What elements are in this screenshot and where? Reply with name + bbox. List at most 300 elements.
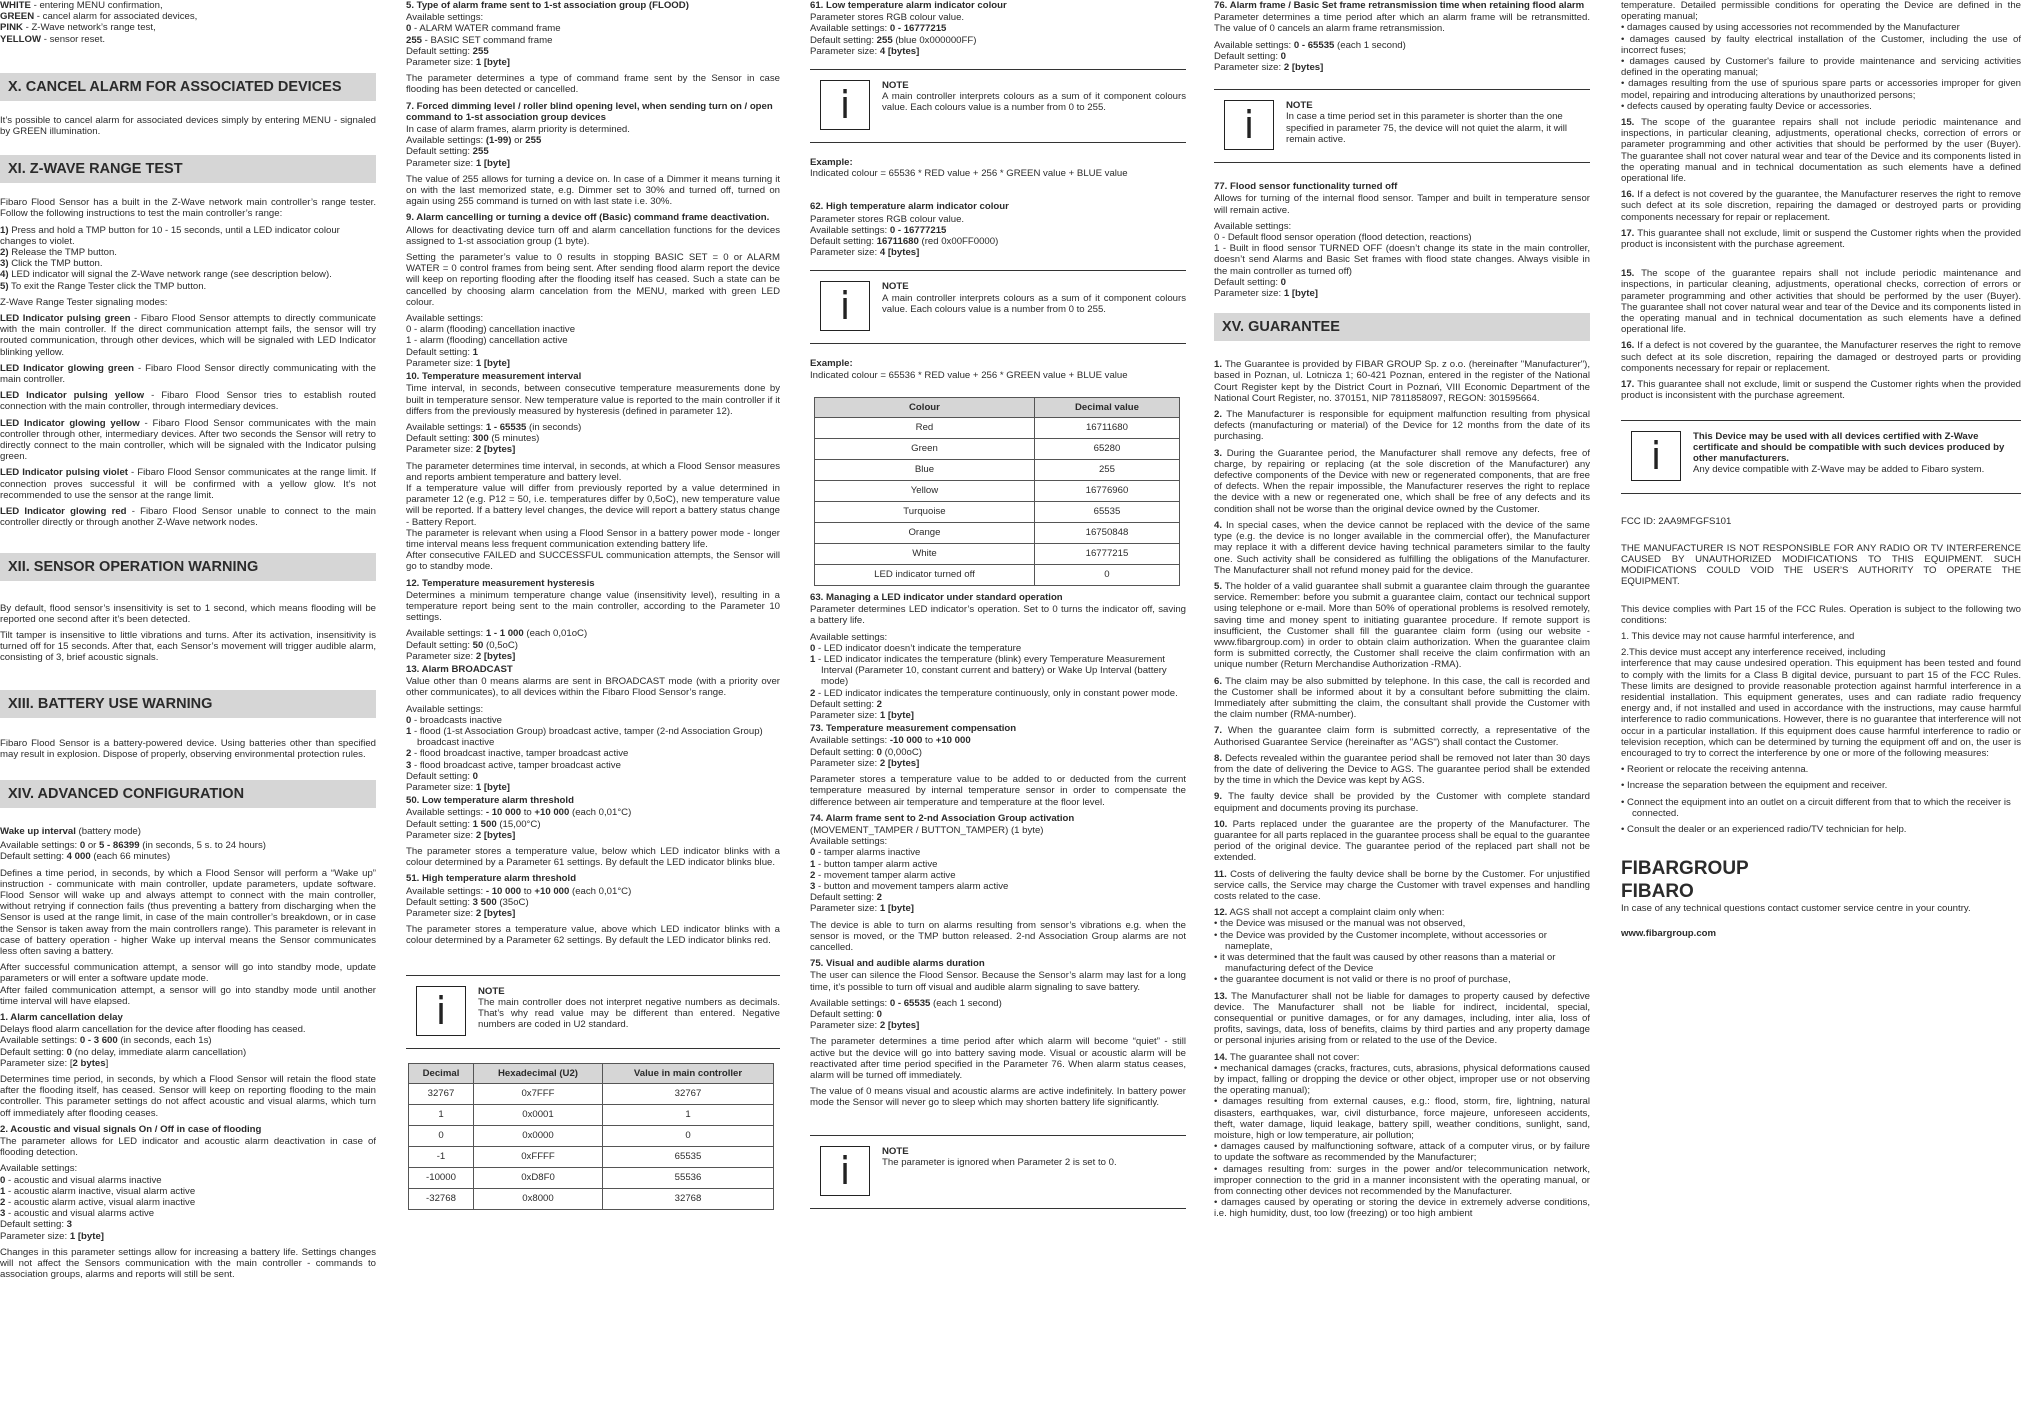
option: 1 - alarm (flooding) cancellation active	[406, 335, 568, 347]
note-box	[810, 1135, 1186, 1209]
setting-line: Available settings:	[810, 836, 888, 848]
setting-line: Parameter size: 2 [bytes]	[810, 1020, 920, 1032]
option: 1 - Built in flood sensor TURNED OFF (doesn’t change its state in the main controller, doesn’t send Alarms and Basic Set frames with flood state changes. Always visible in the main controller as turned off)	[1214, 243, 1590, 277]
paragraph: The device is able to turn on alarms resulting from sensor’s vibrations e.g. when the sensor is moved, or the TMP button released. 2-nd Association Group alarms are not cancelled.	[810, 919, 1186, 953]
fcc-condition: 1. This device may not cause harmful interference, and	[1621, 630, 1855, 642]
table-cell: 0x0001	[473, 1104, 602, 1125]
paragraph: Defines a time period, in seconds, by which a Flood Sensor will perform a “Wake up” instruction - communicate with main controller, update parameters, update software. Flood Sensor will wake up and always attempt to connect with the main controller, without retrying if connection fails (thus preventing a battery from discharging when the Sensor is used at the range limit, in case of the main controller’s breakdown, or in case the Sensor is taken away from the main controllers range). This parameter is relevant in case of battery operation - higher Wake up interval means the Sensor communicates less often saving a battery.	[0, 867, 376, 957]
setting-line: Parameter size: [2 bytes]	[0, 1057, 109, 1069]
setting-line: Available settings: 0 - 3 600 (in seconds, each 1s)	[0, 1035, 212, 1047]
setting-line: Parameter size: 1 [byte]	[0, 1230, 104, 1242]
setting-line: Default setting: 0	[810, 1008, 883, 1020]
setting-line: Available settings:	[0, 1163, 78, 1175]
note-text: Any device compatible with Z-Wave may be added to Fibaro system.	[1693, 464, 1985, 476]
wake-up-title: Wake up interval (battery mode)	[0, 825, 141, 837]
guarantee-clause: 17. This guarantee shall not exclude, limit or suspend the Customer rights when the provided product is inconsistent with the purchase agreement.	[1621, 379, 2021, 402]
setting-line: Default setting: 3 500 (35oC)	[406, 896, 529, 908]
option: 1 - button tamper alarm active	[810, 858, 938, 870]
option: 1 - acoustic alarm inactive, visual alarm active	[0, 1185, 196, 1197]
list-item: • damages resulting from external causes, e.g.: flood, storm, fire, lightning, natural disasters, earthquakes, war, civil disturbance, force majeure, unforeseen accidents, theft, water damage, liquid leakage, battery spill, weather conditions, sunlight, sand, moisture, high or low temperature, air pollution;	[1214, 1096, 1590, 1142]
table-cell: 65535	[1034, 502, 1179, 523]
note-text: A main controller interprets colours as a sum of it component colours value. Each colours value is a number from 0 to 255.	[882, 91, 1186, 114]
option: 3 - flood broadcast active, tamper broadcast active	[406, 759, 621, 771]
step: 2) Release the TMP button.	[0, 247, 117, 259]
list-item: • the Device was provided by the Customer incomplete, without accessories or nameplate,	[1214, 929, 1547, 952]
paragraph: By default, flood sensor’s insensitivity is set to 1 second, which means flooding will be reported one second after it’s been detected.	[0, 602, 376, 625]
section-heading-guarantee: XV. GUARANTEE	[1214, 313, 1590, 341]
setting-line: Available settings: -10 000 to +10 000	[810, 735, 971, 747]
table-cell: 0	[1034, 565, 1179, 586]
guarantee-clause: 11. Costs of delivering the faulty device shall be borne by the Customer. For unjustified service calls, the Service may charge the Customer with travel expenses and handling costs related to the case.	[1214, 868, 1590, 902]
note-content	[1286, 100, 1590, 145]
setting-line: Parameter size: 2 [bytes]	[406, 908, 516, 920]
setting-line: Default setting: 2	[810, 892, 883, 904]
info-icon: i	[1224, 100, 1274, 150]
table-header-row	[815, 397, 1180, 417]
list-item: • Consult the dealer or an experienced radio/TV technician for help.	[1621, 823, 1907, 835]
table-cell: 32768	[603, 1188, 774, 1209]
setting-line: Available settings: 1 - 65535 (in seconds)	[406, 421, 582, 433]
setting-line: Parameter size: 1 [byte]	[810, 903, 914, 915]
info-icon: i	[416, 986, 466, 1036]
note-text: In case a time period set in this parameter is shorter than the one specified in parameter 75, the device will not quiet the alarm, it will remain active.	[1286, 111, 1568, 145]
param-title: 1. Alarm cancellation delay	[0, 1011, 123, 1023]
setting-line: Parameter size: 1 [byte]	[810, 710, 914, 722]
list-item: • it was determined that the fault was caused by other reasons than a material or manufacturing defect of the Device	[1214, 952, 1556, 975]
note-text: The parameter is ignored when Parameter 2 is set to 0.	[882, 1156, 1117, 1168]
setting-line: Parameter size: 4 [bytes]	[810, 247, 920, 259]
column-2	[406, 0, 780, 1416]
paragraph: Parameter stores a temperature value to be added to or deducted from the current temperature measured by internal temperature sensor in order to compensate the difference between air temperature and temperature at the floor level.	[810, 774, 1186, 808]
note-text: A main controller interprets colours as a sum of it component colours value. Each colours value is a number from 0 to 255.	[882, 292, 1186, 315]
param-title: 5. Type of alarm frame sent to 1-st association group (FLOOD)	[406, 0, 689, 11]
paragraph: The parameter determines time interval, in seconds, at which a Flood Sensor measures and reports ambient temperature and battery level.	[406, 460, 780, 483]
fcc-condition: 2.This device must accept any interference received, including	[1621, 647, 1886, 659]
paragraph: After consecutive FAILED and SUCCESSFUL communication attempts, the Sensor will go to standby mode.	[406, 550, 780, 573]
paragraph: Parameter determines a time period after which an alarm frame will be retransmitted. The value of 0 cancels an alarm frame retransmission.	[1214, 12, 1590, 35]
paragraph: Value other than 0 means alarms are sent in BROADCAST mode (with a priority over other communicates), to all devices within the Fibaro Flood Sensor’s range.	[406, 676, 780, 699]
info-icon: i	[1631, 431, 1681, 481]
param-desc: Delays flood alarm cancellation for the device after flooding has ceased.	[0, 1024, 306, 1036]
table-cell: LED indicator turned off	[815, 565, 1035, 586]
guarantee-clause: 3. During the Guarantee period, the Manufacturer shall remove any defects, free of charge, by repairing or replacing (at the sole discretion of the Manufacturer) any defective components of the Device with new or regenerated components, that are free of defects. When the repair impossible, the Manufacturer reserves the right to replace the device with a new or regenerated one, which shall be free of any defects and its condition shall not be worse than the original device owned by the Customer.	[1214, 447, 1590, 515]
param-subtitle: (MOVEMENT_TAMPER / BUTTON_TAMPER) (1 byte)	[810, 824, 1044, 836]
note-content	[882, 281, 1186, 315]
brand-fibaro: FIBARO	[1621, 881, 1694, 903]
setting-line: Default setting: 50 (0,5oC)	[406, 639, 518, 651]
led-mode: LED Indicator glowing red - Fibaro Flood Sensor unable to connect to the main controller directly or through another Z-Wave network nodes.	[0, 506, 376, 529]
table-row	[815, 460, 1180, 481]
table-header: Decimal	[409, 1063, 474, 1083]
option: 0 - broadcasts inactive	[406, 714, 502, 726]
table-header: Colour	[815, 397, 1035, 417]
setting-line: Default setting: 1	[406, 346, 479, 358]
list-item: • Connect the equipment into an outlet on a circuit different from that to which the receiver is connected.	[1621, 796, 2011, 819]
table-row	[815, 544, 1180, 565]
table-cell: 0	[603, 1125, 774, 1146]
param-title: 51. High temperature alarm threshold	[406, 873, 577, 885]
setting-line: Parameter size: 4 [bytes]	[810, 45, 920, 57]
setting-line: Parameter size: 1 [byte]	[406, 782, 510, 793]
setting-line: Default setting: 255	[406, 146, 489, 158]
example-title: Example:	[810, 157, 853, 169]
guarantee-clause: 14. The guarantee shall not cover:	[1214, 1051, 1360, 1063]
paragraph: The parameter stores a temperature value, below which LED indicator blinks with a colour determined by a Parameter 61 settings. By default the LED indicator blinks blue.	[406, 846, 780, 869]
paragraph: The parameter determines a time period after which alarm will become “quiet” - still active but the device will go into battery saving mode. Visual or acoustic alarm will be reactivated after time period specified in the Parameter 76. When alarm status ceases, alarm will be turned off immediately.	[810, 1036, 1186, 1081]
param-title: 62. High temperature alarm indicator colour	[810, 201, 1009, 213]
table-row	[409, 1083, 774, 1104]
example-text: Indicated colour = 65536 * RED value + 256 * GREEN value + BLUE value	[810, 369, 1128, 381]
table-cell: 16776960	[1034, 481, 1179, 502]
setting-line: Parameter size: 1 [byte]	[406, 157, 510, 169]
setting-line: Available settings: 0 - 16777215	[810, 23, 947, 35]
table-row	[409, 1167, 774, 1188]
guarantee-clause: 2. The Manufacturer is responsible for equipment malfunction resulting from physical defects (manufacturing or material) of the Device for 12 months from the date of its purchasing.	[1214, 409, 1590, 443]
setting-line: Available settings: 0 or 5 - 86399 (in seconds, 5 s. to 24 hours)	[0, 840, 266, 852]
menu-colour-line: PINK - Z-Wave network’s range test,	[0, 22, 156, 34]
note-content	[882, 80, 1186, 114]
fcc-warning: THE MANUFACTURER IS NOT RESPONSIBLE FOR ANY RADIO OR TV INTERFERENCE CAUSED BY UNAUTHORIZED MODIFICATIONS TO THIS EQUIPMENT. SUCH MODIFICATIONS COULD VOID THE USER’S AUTHORITY TO OPERATE THE EQUIPMENT.	[1621, 542, 2021, 588]
table-cell: Red	[815, 418, 1035, 439]
table-cell: 0xD8F0	[473, 1167, 602, 1188]
setting-line: Default setting: 1 500 (15,00°C)	[406, 818, 541, 830]
section-heading-range-test: XI. Z-WAVE RANGE TEST	[0, 155, 376, 183]
fcc-id: FCC ID: 2AA9MFGFS101	[1621, 515, 1732, 527]
paragraph: Determines a minimum temperature change value (insensitivity level), resulting in a temperature report being sent to the main controller, according to the Parameter 10 settings.	[406, 589, 780, 624]
table-cell: 0x7FFF	[473, 1083, 602, 1104]
setting-line: Parameter size: 1 [byte]	[406, 57, 510, 69]
table-cell: 1	[409, 1104, 474, 1125]
list-item: • the Device was misused or the manual was not observed,	[1214, 918, 1466, 930]
note-content	[478, 986, 780, 1031]
param-title: 12. Temperature measurement hysteresis	[406, 577, 595, 589]
table-cell: -32768	[409, 1188, 474, 1209]
table-cell: White	[815, 544, 1035, 565]
option: 1 - LED indicator indicates the temperature (blink) every Temperature Measurement Interval (Parameter 10, constant current and battery) or Wake Up Interval (battery mode)	[810, 654, 1167, 688]
table-cell: -1	[409, 1146, 474, 1167]
table-cell: 65280	[1034, 439, 1179, 460]
info-icon: i	[820, 281, 870, 331]
option: 0 - acoustic and visual alarms inactive	[0, 1174, 162, 1186]
table-header: Hexadecimal (U2)	[473, 1063, 602, 1083]
step: 4) LED indicator will signal the Z-Wave network range (see description below).	[0, 269, 332, 281]
guarantee-clause: 4. In special cases, when the device cannot be replaced with the device of the same type (e.g. the device is no longer available in the commercial offer), the Manufacturer may replace it with a different device having technical parameters similar to the faulty one. Such activity shall be considered as fulfilling the obligations of the Manufacturer. The Manufacturer shall not refund money paid for the device.	[1214, 519, 1590, 576]
paragraph: After failed communication attempt, a sensor will go into standby mode until another time interval will have elapsed.	[0, 984, 376, 1007]
table-header-row	[409, 1063, 774, 1083]
setting-line: Available settings: 0 - 16777215	[810, 224, 947, 236]
paragraph: Changes in this parameter settings allow for increasing a battery life. Settings changes will not affect the Sensors communication with the main controller - commands to association groups, alarms and reports will still be sent.	[0, 1246, 376, 1281]
setting-line: Available settings:	[1214, 220, 1292, 232]
note-box	[406, 975, 780, 1049]
guarantee-clause: 12. AGS shall not accept a complaint claim only when:	[1214, 907, 1445, 919]
guarantee-clause: 1. The Guarantee is provided by FIBAR GROUP Sp. z o.o. (hereinafter "Manufacturer"), based in Poznan, ul. Lotnicza 1; 60-421 Poznan, entered in the register of the National Court Register kept by the District Court in Poznań, VIII Economic Department of the National Court Register, no. 370151, NIP 7811858097, REGON: 301595664.	[1214, 359, 1590, 404]
setting-line: Parameter size: 2 [bytes]	[406, 444, 516, 456]
option: 0 - Default flood sensor operation (flood detection, reactions)	[1214, 232, 1472, 244]
table-cell: Yellow	[815, 481, 1035, 502]
range-test-steps	[0, 225, 376, 292]
table-row	[815, 523, 1180, 544]
option: 2 - LED indicator indicates the temperature continuously, only in constant power mode.	[810, 687, 1178, 699]
paragraph: Tilt tamper is insensitive to little vibrations and turns. After its activation, insensitivity is turned off for 15 seconds. After that, each Sensor’s movement will trigger audible alarm, consisting of 3, brief acoustic signals.	[0, 629, 376, 664]
guarantee-clause: 5. The holder of a valid guarantee shall submit a guarantee claim through the guarantee service. Remember: before you submit a guarantee claim, contact our technical support using telephone or e-mail. More than 50% of operational problems is resolved remotely, saving time and money spent to initiating guarantee procedure. If remote support is insufficient, the Customer shall fill the guarantee claim form (using our website - www.fibargroup.com) in order to obtain claim authorization. When the guarantee claim form is submitted correctly, the Customer shall receive the claim confirmation with an unique number (Return Merchandise Authorization -RMA).	[1214, 580, 1590, 671]
led-mode: LED Indicator pulsing violet - Fibaro Flood Sensor communicates at the range limit. If connection proves successful it will be confirmed with a yellow glow. It’s not recommended to use the sensor at the range limit.	[0, 467, 376, 501]
section-heading-sensor-warning: XII. SENSOR OPERATION WARNING	[0, 553, 376, 581]
guarantee-clause: 9. The faulty device shall be provided by the Customer with complete standard equipment and documents proving its purchase.	[1214, 791, 1590, 814]
table-row	[409, 1146, 774, 1167]
setting-line: Default setting: 2	[810, 698, 883, 710]
option: 0 - ALARM WATER command frame	[406, 23, 561, 35]
table-cell: 255	[1034, 460, 1179, 481]
list-item: • damages resulting from: surges in the power and/or telecommunication network, improper connection to the grid in a manner inconsistent with the operating manual, or from connecting other devices not recommended by the Manufacturer.	[1214, 1163, 1590, 1198]
paragraph: Time interval, in seconds, between consecutive temperature measurements done by built in temperature sensor. New temperature value is reported to the main controller if it differs from the previously measured by hysteresis (defined in parameter 12).	[406, 383, 780, 417]
param-title: 73. Temperature measurement compensation	[810, 723, 1017, 735]
table-cell: 55536	[603, 1167, 774, 1188]
fcc-compliance: This device complies with Part 15 of the FCC Rules. Operation is subject to the following two conditions:	[1621, 603, 2021, 626]
note-content	[882, 1146, 1186, 1168]
setting-line: Available settings: - 10 000 to +10 000 (each 0,01°C)	[406, 885, 632, 897]
guarantee-clause: 17. This guarantee shall not exclude, limit or suspend the Customer rights when the provided product is inconsistent with the purchase agreement.	[1621, 227, 2021, 251]
section-heading-battery-warning: XIII. BATTERY USE WARNING	[0, 690, 376, 718]
setting-line: Available settings:	[406, 703, 484, 715]
guarantee-clause: 6. The claim may be also submitted by telephone. In this case, the call is recorded and the Customer shall be informed about it by a consultant before submitting the claim. Immediately after submitting the claim, the consultant shall provide the Customer with the claim number (RMA-number).	[1214, 675, 1590, 721]
table-cell: 32767	[409, 1083, 474, 1104]
table-row	[815, 481, 1180, 502]
guarantee-clause: 8. Defects revealed within the guarantee period shall be removed not later than 30 days from the date of delivering the Device to AGS. The guarantee period shall be extended by the time in which the Device was kept by AGS.	[1214, 752, 1590, 787]
setting-line: Parameter size: 1 [byte]	[1214, 288, 1318, 300]
example-title: Example:	[810, 358, 853, 370]
paragraph: Z-Wave Range Tester signaling modes:	[0, 296, 168, 308]
list-item: • damages caused by faulty electrical installation of the Customer, including the use of incorrect fuses;	[1621, 33, 2021, 56]
guarantee-clause: 13. The Manufacturer shall not be liable for damages to property caused by defective device. The Manufacturer shall not be liable for indirect, incidental, special, consequential or punitive damages, or for any damages, including, inter alia, loss of profits, savings, data, loss of benefits, claims by third parties and any property damage or personal injuries arising from or related to the use of the Device.	[1214, 990, 1590, 1047]
param-title: 50. Low temperature alarm threshold	[406, 795, 574, 807]
list-item: • defects caused by operating faulty Device or accessories.	[1621, 100, 1872, 112]
section-heading-cancel-alarm: X. CANCEL ALARM FOR ASSOCIATED DEVICES	[0, 73, 376, 101]
option: 0 - alarm (flooding) cancellation inactive	[406, 324, 576, 336]
paragraph: Determines time period, in seconds, by which a Flood Sensor will retain the flood state after the flooding itself, has ceased. Sensor will keep on reporting flooding to the main controller. This parameter settings do not affect acoustic and visual alarms, which turn off immediately after flooding ceases.	[0, 1073, 376, 1119]
table-row	[815, 439, 1180, 460]
paragraph: The parameter is relevant when using a Flood Sensor in a battery power mode - longer time interval means less frequent communication extending battery life.	[406, 527, 780, 550]
param-title: 61. Low temperature alarm indicator colour	[810, 0, 1007, 11]
guarantee-clause: 7. When the guarantee claim form is submitted correctly, a representative of the Authorised Guarantee Service (hereinafter as "AGS") shall contact the Customer.	[1214, 725, 1590, 748]
setting-line: Default setting: 0 (no delay, immediate alarm cancellation)	[0, 1046, 247, 1058]
table-cell: 65535	[603, 1146, 774, 1167]
list-item: • Increase the separation between the equipment and receiver.	[1621, 780, 1888, 792]
paragraph: Allows for deactivating device turn off and alarm cancellation functions for the devices assigned to 1-st association group (1 byte).	[406, 224, 780, 247]
list-item: • the guarantee document is not valid or there is no proof of purchase,	[1214, 974, 1511, 986]
option: 2 - acoustic alarm active, visual alarm inactive	[0, 1197, 196, 1209]
table-cell: 0xFFFF	[473, 1146, 602, 1167]
setting-line: Parameter size: 1 [byte]	[406, 357, 510, 369]
note-title: NOTE	[1286, 100, 1313, 112]
option: 0 - tamper alarms inactive	[810, 847, 921, 859]
setting-line: Default setting: 0	[1214, 50, 1287, 62]
note-box	[1214, 89, 1590, 163]
list-item: • damages resulting from the use of spurious spare parts or accessories improper for given model, repairing and introducing alterations by unauthorized persons;	[1621, 78, 2021, 101]
contact-text: In case of any technical questions contact customer service centre in your country.	[1621, 903, 1971, 915]
step: 5) To exit the Range Tester click the TMP button.	[0, 280, 207, 292]
param-title: 74. Alarm frame sent to 2-nd Association Group activation	[810, 812, 1075, 824]
note-title: NOTE	[478, 985, 505, 997]
param-title: 75. Visual and audible alarms duration	[810, 958, 985, 970]
option: 2 - flood broadcast inactive, tamper broadcast active	[406, 748, 629, 760]
colour-table	[814, 397, 1180, 586]
option: 255 - BASIC SET command frame	[406, 34, 553, 46]
param-desc: Parameter determines LED indicator’s operation. Set to 0 turns the indicator off, saving a battery life.	[810, 604, 1186, 627]
setting-line: Available settings: - 10 000 to +10 000 (each 0,01°C)	[406, 807, 632, 819]
guarantee-clause: 15. The scope of the guarantee repairs shall not include periodic maintenance and inspections, in particular cleaning, adjustments, operational checks, correction of errors or parameter programming and other activities that should be performed by the user (Buyer). The guarantee shall not cover natural wear and tear of the Device and its components listed in the operating manual and in technical documentation as such elements have a defined operational life.	[1621, 117, 2021, 185]
led-mode: LED Indicator pulsing green - Fibaro Flood Sensor attempts to directly communicate with the main controller. If the direct communication attempt fails, the sensor will try routed communication, through other devices, which will be signaled with LED Indicator blinking yellow.	[0, 313, 376, 358]
menu-colour-line: YELLOW - sensor reset.	[0, 33, 106, 45]
note-box	[810, 270, 1186, 344]
column-4	[1214, 0, 1590, 1416]
table-cell: 0x0000	[473, 1125, 602, 1146]
paragraph: Fibaro Flood Sensor has a built in the Z-Wave network main controller’s range tester. Follow the following instructions to test the main controller’s range:	[0, 197, 376, 220]
option: 1 - flood (1-st Association Group) broadcast active, tamper (2-nd Association Group) broadcast inactive	[406, 725, 763, 749]
param-title: 10. Temperature measurement interval	[406, 371, 582, 383]
setting-line: Default setting: 4 000 (each 66 minutes)	[0, 851, 171, 863]
paragraph: The value of 0 means visual and acoustic alarms are active indefinitely. In battery power mode the Sensor will never go to sleep which may shorten battery life significantly.	[810, 1086, 1186, 1109]
column-3	[810, 0, 1186, 1416]
option: 3 - acoustic and visual alarms active	[0, 1208, 155, 1220]
step: 3) Click the TMP button.	[0, 258, 103, 270]
setting-line: Available settings:	[406, 12, 484, 24]
table-header: Value in main controller	[603, 1063, 774, 1083]
setting-line: Parameter size: 2 [bytes]	[406, 650, 516, 662]
param-title: 77. Flood sensor functionality turned off	[1214, 181, 1398, 193]
table-row	[409, 1188, 774, 1209]
list-item: • damages caused by Customer's failure to provide maintenance and servicing activities defined in the operating manual;	[1621, 56, 2021, 79]
setting-line: Default setting: 16711680 (red 0x00FF0000)	[810, 236, 999, 248]
led-mode: LED Indicator pulsing yellow - Fibaro Flood Sensor tries to establish routed connection with the main controller, through intermediary devices.	[0, 390, 376, 413]
guarantee-clause: 15. The scope of the guarantee repairs shall not include periodic maintenance and inspections, in particular cleaning, adjustments, operational checks, correction of errors or parameter programming and other activities that should be performed by the user (Buyer). The guarantee shall not cover natural wear and tear of the Device and its components listed in the operating manual and in technical documentation as such elements have a defined operational life.	[1621, 268, 2021, 336]
table-cell: 16777215	[1034, 544, 1179, 565]
setting-line: Available settings: (1-99) or 255	[406, 135, 542, 147]
setting-line: Default setting: 0 (0,00oC)	[810, 746, 923, 758]
setting-line: Available settings: 0 - 65535 (each 1 second)	[1214, 39, 1406, 51]
setting-line: Default setting: 0	[1214, 276, 1287, 288]
note-title: NOTE	[882, 80, 909, 92]
step: 1) Press and hold a TMP button for 10 - 15 seconds, until a LED indicator colour changes to violet.	[0, 224, 340, 247]
setting-line: Available settings:	[406, 313, 484, 325]
note-box	[810, 69, 1186, 143]
info-icon: i	[820, 1146, 870, 1196]
note-title: NOTE	[882, 281, 909, 293]
setting-line: Default setting: 0	[406, 770, 479, 782]
list-item: • damages caused by operating or storing the device in extremely adverse conditions, i.e. high humidity, dust, too low (freezing) or too high ambient	[1214, 1197, 1590, 1220]
table-cell: 0x8000	[473, 1188, 602, 1209]
param-desc: Parameter stores RGB colour value.	[810, 213, 965, 225]
param-title: 63. Managing a LED indicator under standard operation	[810, 592, 1063, 604]
table-row	[409, 1104, 774, 1125]
table-cell: -10000	[409, 1167, 474, 1188]
table-cell: 16750848	[1034, 523, 1179, 544]
option: 2 - movement tamper alarm active	[810, 869, 956, 881]
table-cell: Turquoise	[815, 502, 1035, 523]
setting-line: Available settings: 1 - 1 000 (each 0,01oC)	[406, 628, 588, 640]
guarantee-clause: 16. If a defect is not covered by the guarantee, the Manufacturer reserves the right to remove such defect at its sole discretion, repairing the damaged or destroyed parts or providing components necessary for repair or replacement.	[1621, 340, 2021, 374]
paragraph: After successful communication attempt, a sensor will go into standby mode, update parameters or will enter a software update mode.	[0, 962, 376, 985]
option: 3 - button and movement tampers alarm active	[810, 880, 1009, 892]
table-header: Decimal value	[1034, 397, 1179, 417]
list-item: • mechanical damages (cracks, fractures, cuts, abrasions, physical deformations caused by impact, falling or dropping the device or other object, improper use or not observing the operating manual);	[1214, 1062, 1590, 1097]
table-cell: Blue	[815, 460, 1035, 481]
setting-line: Parameter size: 2 [bytes]	[406, 829, 516, 841]
setting-line: Parameter size: 2 [bytes]	[1214, 62, 1324, 74]
table-row	[815, 502, 1180, 523]
brand-fibargroup: FIBARGROUP	[1621, 858, 1749, 880]
list-item: • damages caused by malfunctioning software, attack of a computer virus, or by failure to update the software as recommended by the Manufacturer;	[1214, 1141, 1590, 1164]
param-title: 9. Alarm cancelling or turning a device off (Basic) command frame deactivation.	[406, 212, 770, 224]
colour-menu-list	[0, 0, 376, 45]
table-row	[815, 418, 1180, 439]
fcc-text: interference that may cause undesired operation. This equipment has been tested and found to comply with the limits for a Class B digital device, pursuant to part 15 of the FCC Rules. These limits are designed to provide reasonable protection against harmful interference in a residential installation. This equipment generates, uses and can radiate radio frequency energy and, if not installed and used in accordance with the instructions, may cause harmful interference to radio communications. However, there is no guarantee that interference will not occur in a particular installation. If this equipment does cause harmful interference to radio or television reception, which can be determined by turning the equipment off and on, the user is encouraged to try to correct the interference by one or more of the following measures:	[1621, 658, 2021, 759]
paragraph: Allows for turning of the internal flood sensor. Tamper and built in temperature sensor will remain active.	[1214, 193, 1590, 216]
menu-colour-line: GREEN - cancel alarm for associated devices,	[0, 11, 198, 23]
setting-line: Available settings: 0 - 65535 (each 1 second)	[810, 997, 1002, 1009]
table-cell: Orange	[815, 523, 1035, 544]
table-cell: 0	[409, 1125, 474, 1146]
list-item: • Reorient or relocate the receiving antenna.	[1621, 764, 1809, 776]
option: 0 - LED indicator doesn’t indicate the temperature	[810, 642, 1022, 654]
led-mode: LED Indicator glowing green - Fibaro Flood Sensor directly communicating with the main controller.	[0, 362, 376, 386]
setting-line: Default setting: 255	[406, 45, 489, 57]
param-title: 7. Forced dimming level / roller blind opening level, when sending turn on / open command to 1-st association group devices	[406, 100, 773, 123]
column-5	[1621, 0, 2021, 1416]
param-desc: The parameter allows for LED indicator and acoustic alarm deactivation in case of flooding detection.	[0, 1136, 376, 1159]
section-heading-advanced-config: XIV. ADVANCED CONFIGURATION	[0, 780, 376, 808]
table-cell: Green	[815, 439, 1035, 460]
note-content	[1693, 431, 2021, 476]
paragraph: Fibaro Flood Sensor is a battery-powered device. Using batteries other than specified may result in explosion. Dispose of properly, observing environmental protection rules.	[0, 737, 376, 760]
setting-line: Default setting: 3	[0, 1219, 73, 1231]
info-icon: i	[820, 80, 870, 130]
table-row	[815, 565, 1180, 586]
param-desc: In case of alarm frames, alarm priority is determined.	[406, 124, 630, 136]
list-item: • damages caused by using accessories not recommended by the Manufacturer	[1621, 22, 1960, 34]
param-title: 76. Alarm frame / Basic Set frame retransmission time when retaining flood alarm	[1214, 0, 1585, 11]
brand-block	[1621, 857, 2021, 903]
param-desc: Parameter stores RGB colour value.	[810, 12, 965, 24]
table-row	[409, 1125, 774, 1146]
setting-line: Default setting: 255 (blue 0x000000FF)	[810, 34, 977, 46]
table-cell: 16711680	[1034, 418, 1179, 439]
param-title: 13. Alarm BROADCAST	[406, 663, 513, 675]
website-link[interactable]: www.fibargroup.com	[1621, 928, 1717, 940]
note-box	[1621, 420, 2021, 494]
note-text: The main controller does not interpret negative numbers as decimals. That’s why read value may be different than entered. Negative numbers are coded in U2 standard.	[478, 996, 780, 1031]
paragraph: The value of 255 allows for turning a device on. In case of a Dimmer it means turning it on with the last memorized state, e.g. Dimmer set to 30% and turned off, turned on again using 255 command is turned on with last state i.e. 30%.	[406, 173, 780, 208]
led-mode: LED Indicator glowing yellow - Fibaro Flood Sensor communicates with the main controller through other, intermediary devices. After two seconds the Sensor will retry to directly connect to the main controller, which will be signaled with the Indicator pulsing green.	[0, 417, 376, 463]
table-cell: 32767	[603, 1083, 774, 1104]
paragraph: Setting the parameter’s value to 0 results in stopping BASIC SET = 0 or ALARM WATER = 0 control frames from being sent. After sending flood alarm report the device will keep on reporting flooding after the flooding itself has ceased. Such a state can be cancelled by choosing alarm cancelation from the MENU, marked with green LED colour.	[406, 252, 780, 308]
note-title: NOTE	[882, 1145, 909, 1157]
guarantee-clause: 16. If a defect is not covered by the guarantee, the Manufacturer reserves the right to remove such defect at its sole discretion, repairing the damaged or destroyed parts or providing components necessary for repair or replacement.	[1621, 189, 2021, 223]
setting-line: Available settings:	[810, 631, 888, 643]
example-text: Indicated colour = 65536 * RED value + 256 * GREEN value + BLUE value	[810, 168, 1128, 180]
paragraph: The parameter stores a temperature value, above which LED indicator blinks with a colour determined by a Parameter 62 settings. By default the LED indicator blinks red.	[406, 924, 780, 947]
paragraph: The parameter determines a type of command frame sent by the Sensor in case flooding has been detected or cancelled.	[406, 73, 780, 96]
note-title: This Device may be used with all devices certified with Z-Wave certificate and should be compatible with such devices produced by other manufacturers.	[1693, 430, 2005, 464]
u2-table	[408, 1063, 774, 1210]
paragraph: temperature. Detailed permissible conditions for operating the Device are defined in the operating manual;	[1621, 0, 2021, 23]
setting-line: Parameter size: 2 [bytes]	[810, 757, 920, 769]
setting-line: Default setting: 300 (5 minutes)	[406, 433, 540, 445]
column-1	[0, 0, 376, 1416]
param-title: 2. Acoustic and visual signals On / Off in case of flooding	[0, 1123, 262, 1135]
table-cell: 1	[603, 1104, 774, 1125]
paragraph: It’s possible to cancel alarm for associated devices simply by entering MENU - signaled by GREEN illumination.	[0, 114, 376, 138]
guarantee-clause: 10. Parts replaced under the guarantee are the property of the Manufacturer. The guarantee for all parts replaced in the guarantee process shall be equal to the guarantee period of the original device. The guarantee period of the replaced part shall not be extended.	[1214, 818, 1590, 864]
